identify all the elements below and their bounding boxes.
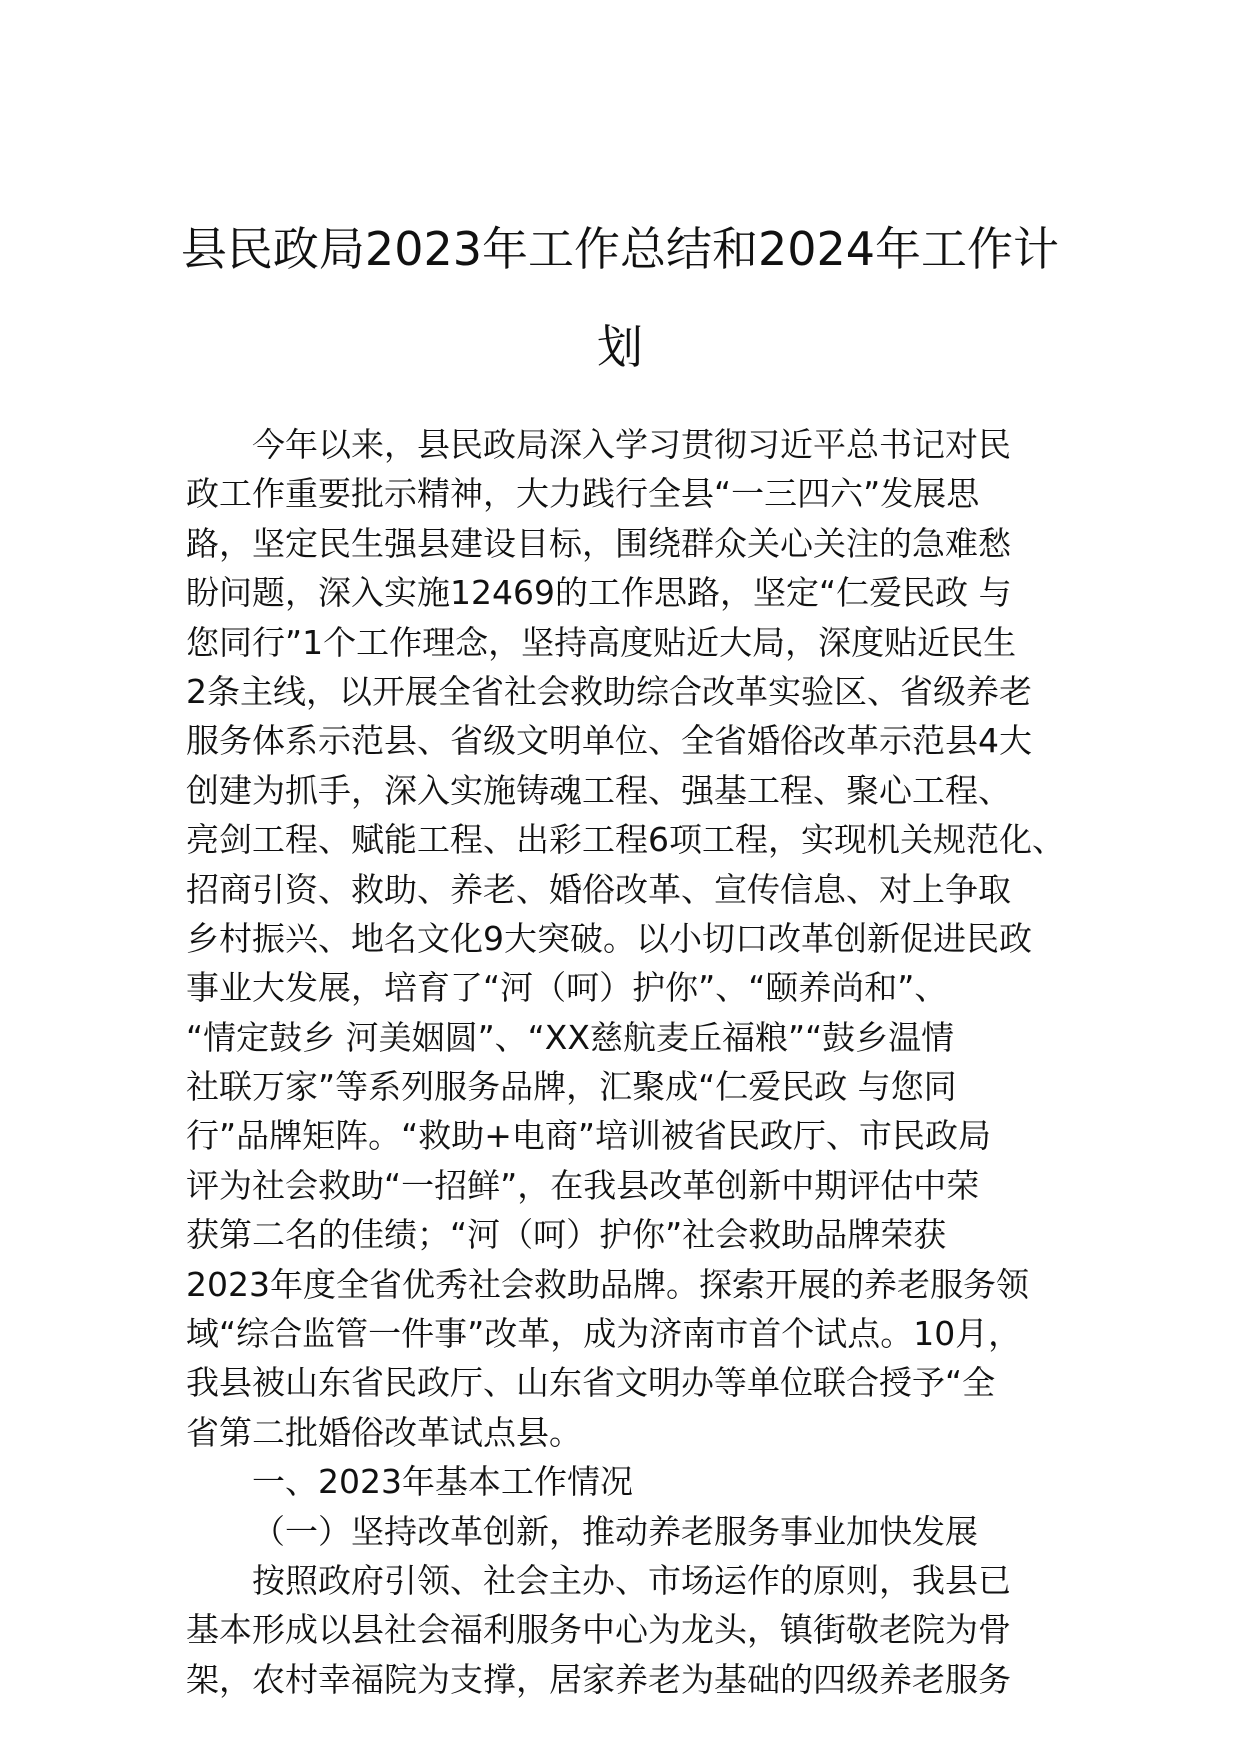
body-line: 社联万家”等系列服务品牌，汇聚成“仁爱民政 与您同 [186, 1067, 957, 1107]
body-line: 评为社会救助“一招鲜”，在我县改革创新中期评估中荣 [186, 1165, 980, 1205]
body-line: 域“综合监管一件事”改革，成为济南市首个试点。10月， [186, 1314, 1022, 1354]
body-line: 获第二名的佳绩；“河（呵）护你”社会救助品牌荣获 [186, 1215, 947, 1255]
body-line: 行”品牌矩阵。“救助+电商”培训被省民政厅、市民政局 [186, 1116, 991, 1156]
body-line: 2条主线，以开展全省社会救助综合改革实验区、省级养老 [186, 671, 1032, 711]
title-line-1: 县民政局2023年工作总结和2024年工作计 [180, 222, 1060, 276]
body-line: （一）坚持改革创新，推动养老服务事业加快发展 [252, 1511, 978, 1551]
body-line: 政工作重要批示精神，大力践行全县“一三四六”发展思 [186, 474, 980, 514]
document-body [186, 420, 1076, 1704]
body-line: 按照政府引领、社会主办、市场运作的原则，我县已 [252, 1560, 1011, 1600]
document-title [150, 200, 1090, 396]
body-line: 您同行”1个工作理念，坚持高度贴近大局，深度贴近民生 [186, 622, 1017, 662]
body-line: 路，坚定民生强县建设目标，围绕群众关心关注的急难愁 [186, 523, 1011, 563]
body-line: 基本形成以县社会福利服务中心为龙头，镇街敬老院为骨 [186, 1610, 1011, 1650]
body-line: 我县被山东省民政厅、山东省文明办等单位联合授予“全 [186, 1363, 996, 1403]
body-line: 创建为抓手，深入实施铸魂工程、强基工程、聚心工程、 [186, 770, 1011, 810]
body-line: 今年以来，县民政局深入学习贯彻习近平总书记对民 [252, 425, 1011, 464]
body-line: 盼问题，深入实施12469的工作思路，坚定“仁爱民政 与 [186, 573, 1012, 613]
body-line: 省第二批婚俗改革试点县。 [186, 1412, 582, 1452]
body-line: 2023年度全省优秀社会救助品牌。探索开展的养老服务领 [186, 1264, 1029, 1304]
title-line-2: 划 [597, 320, 643, 374]
body-line: 一、2023年基本工作情况 [252, 1462, 633, 1502]
body-line: 亮剑工程、赋能工程、出彩工程6项工程，实现机关规范化、 [186, 820, 1065, 860]
body-line: 招商引资、救助、养老、婚俗改革、宣传信息、对上争取 [186, 869, 1011, 909]
body-line: 服务体系示范县、省级文明单位、全省婚俗改革示范县4大 [186, 721, 1032, 761]
body-line: “情定鼓乡 河美姻圆”、“XX慈航麦丘福粮”“鼓乡温情 [186, 1017, 955, 1057]
body-line: 架，农村幸福院为支撑，居家养老为基础的四级养老服务 [186, 1659, 1011, 1699]
body-line: 事业大发展，培育了“河（呵）护你”、“颐养尚和”、 [186, 968, 948, 1008]
body-line: 乡村振兴、地名文化9大突破。以小切口改革创新促进民政 [186, 918, 1032, 958]
